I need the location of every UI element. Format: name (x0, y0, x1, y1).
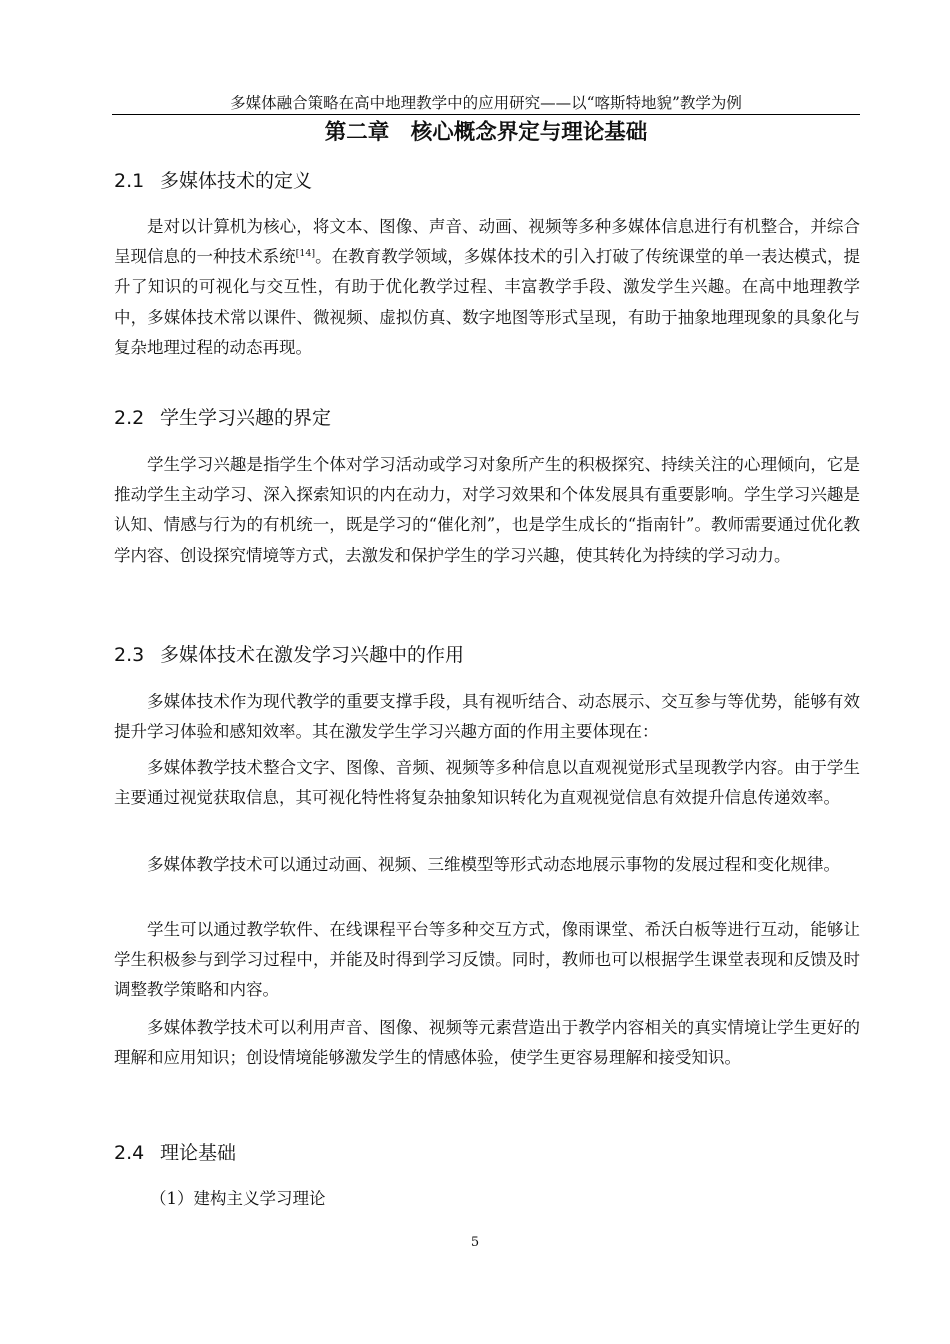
paragraph-2-3-intro: 多媒体技术作为现代教学的重要支撑手段，具有视听结合、动态展示、交互参与等优势，能够有效提升学习体验和感知效率。其在激发学生学习兴趣方面的作用主要体现在： (114, 692, 860, 742)
paragraph-2-2: 学生学习兴趣是指学生个体对学习活动或学习对象所产生的积极探究、持续关注的心理倾向，它是推动学生主动学习、深入探索知识的内在动力，对学习效果和个体发展具有重要影响。学生学习兴趣是认知、情感与行为的有机统一，既是学习的“催化剂”，也是学生成长的“指南针”。教师需要通过优化教学内容、创设探究情境等方式，去激发和保护学生的学习兴趣，使其转化为持续的学习动力。 (114, 455, 860, 565)
citation-reference: [14] (295, 248, 316, 260)
page-number: 5 (470, 1235, 480, 1250)
section-heading-2-1 (114, 169, 312, 193)
paragraph-2-3-interactive: 学生可以通过教学软件、在线课程平台等多种交互方式，像雨课堂、希沃白板等进行互动，能够让学生积极参与到学习过程中，并能及时得到学习反馈。同时，教师也可以根据学生课堂表现和反馈及时调整教学策略和内容。 (114, 920, 860, 1000)
section-number: 2.4 (114, 1142, 145, 1164)
running-header: 多媒体融合策略在高中地理教学中的应用研究——以“喀斯特地貌”教学为例 (230, 94, 742, 112)
chapter-title: 第二章 核心概念界定与理论基础 (324, 120, 648, 145)
section-title: 理论基础 (160, 1142, 237, 1164)
section-number: 2.2 (114, 407, 145, 429)
paragraph-text: 。在教育教学领域，多媒体技术的引入打破了传统课堂的单一表达模式，提升了知识的可视化与交互性，有助于优化教学过程、丰富教学手段、激发学生兴趣。在高中地理教学中，多媒体技术常以课件、微视频、虚拟仿真、数字地图等形式呈现，有助于抽象地理现象的具象化与复杂地理过程的动态再现。 (114, 247, 861, 357)
paragraph-2-3-dynamic: 多媒体教学技术可以通过动画、视频、三维模型等形式动态地展示事物的发展过程和变化规律。 (147, 855, 840, 874)
section-title: 多媒体技术在激发学习兴趣中的作用 (160, 644, 465, 666)
section-heading-2-2 (114, 406, 331, 430)
paragraph-text: 是对以计算机为核心，将文本、图像、声音、动画、视频等多种多媒体信息进行有机整合，并综合呈现信息的一种技术系统 (114, 217, 860, 267)
section-title: 学生学习兴趣的界定 (160, 407, 332, 429)
section-heading-2-3 (114, 643, 464, 667)
subheading-constructivism: （1）建构主义学习理论 (150, 1189, 326, 1208)
paragraph-2-3-visual: 多媒体教学技术整合文字、图像、音频、视频等多种信息以直观视觉形式呈现教学内容。由于学生主要通过视觉获取信息，其可视化特性将复杂抽象知识转化为直观视觉信息有效提升信息传递效率。 (114, 758, 860, 808)
section-number: 2.3 (114, 644, 145, 666)
paragraph-2-1 (114, 212, 860, 363)
header-divider (112, 114, 860, 115)
section-number: 2.1 (114, 170, 145, 192)
paragraph-2-3-context: 多媒体教学技术可以利用声音、图像、视频等元素营造出于教学内容相关的真实情境让学生更好的理解和应用知识；创设情境能够激发学生的情感体验，使学生更容易理解和接受知识。 (114, 1018, 860, 1068)
section-heading-2-4 (114, 1141, 236, 1165)
section-title: 多媒体技术的定义 (160, 170, 313, 192)
